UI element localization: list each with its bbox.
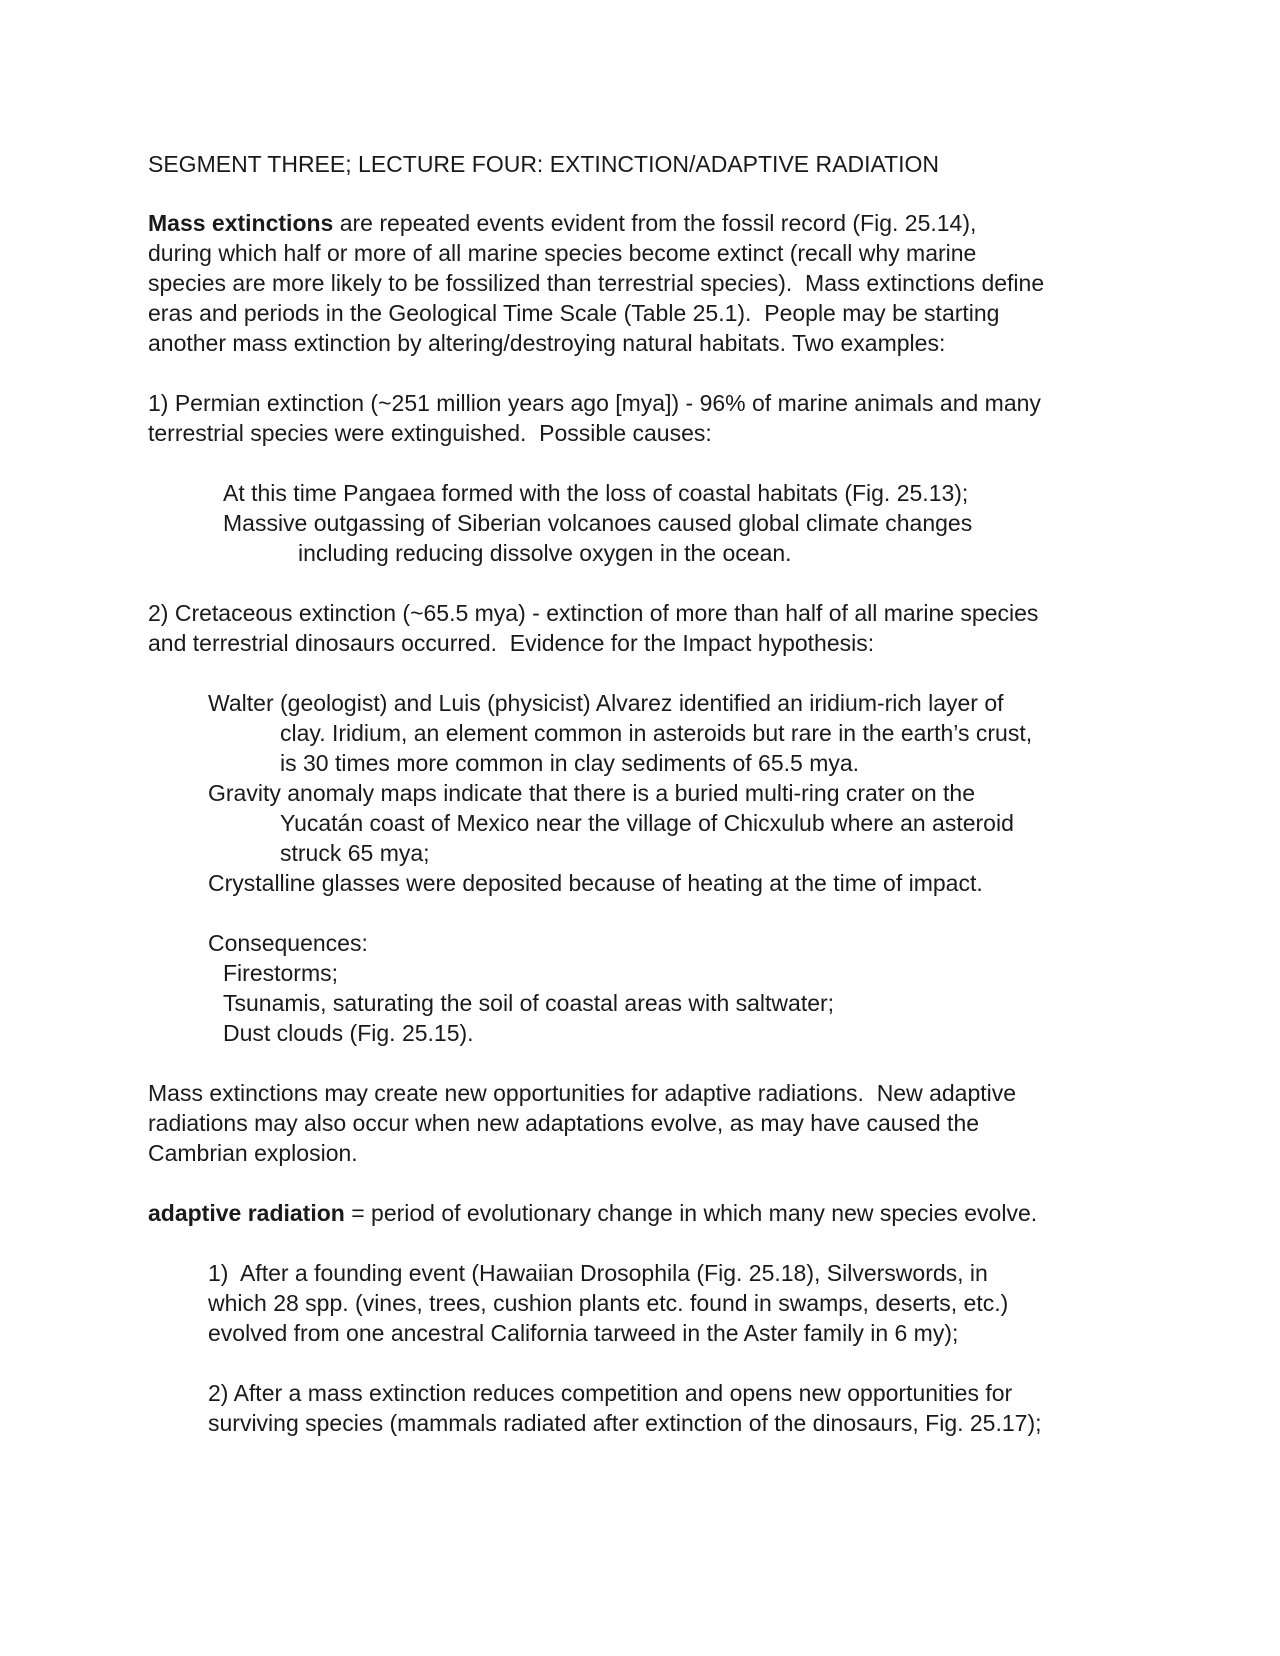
adaptive-item-2-line-1: 2) After a mass extinction reduces competition and opens new opportunities for <box>208 1380 1013 1406</box>
mass-extinctions-line-3: species are more likely to be fossilized than terrestrial species). Mass extinctions define <box>148 270 1045 296</box>
consequence-1: Firestorms; <box>223 960 338 986</box>
mass-extinctions-line-1-text: are repeated events evident from the fossil record (Fig. 25.14), <box>333 210 977 236</box>
adaptive-item-1-line-3: evolved from one ancestral California tarweed in the Aster family in 6 my); <box>208 1320 959 1346</box>
consequences-heading: Consequences: <box>208 930 368 956</box>
cretaceous-line-1: 2) Cretaceous extinction (~65.5 mya) - extinction of more than half of all marine species <box>148 600 1039 626</box>
permian-line-1: 1) Permian extinction (~251 million years ago [mya]) - 96% of marine animals and many <box>148 390 1041 416</box>
adaptive-item-2-line-2: surviving species (mammals radiated after extinction of the dinosaurs, Fig. 25.17); <box>208 1410 1042 1436</box>
evidence-2-line-2: Yucatán coast of Mexico near the village of Chicxulub where an asteroid <box>280 810 1014 836</box>
mass-extinctions-term: Mass extinctions <box>148 210 334 236</box>
adaptive-radiation-definition-text: = period of evolutionary change in which many new species evolve. <box>344 1200 1038 1226</box>
permian-cause-2-line-1: Massive outgassing of Siberian volcanoes caused global climate changes <box>223 510 973 536</box>
mass-extinctions-line-5: another mass extinction by altering/destroying natural habitats. Two examples: <box>148 330 946 356</box>
adaptive-radiation-term: adaptive radiation <box>148 1200 345 1226</box>
consequence-2: Tsunamis, saturating the soil of coastal areas with saltwater; <box>223 990 835 1016</box>
permian-cause-1: At this time Pangaea formed with the loss of coastal habitats (Fig. 25.13); <box>223 480 969 506</box>
mass-extinctions-line-1 <box>148 208 976 238</box>
evidence-3: Crystalline glasses were deposited because of heating at the time of impact. <box>208 870 983 896</box>
permian-line-2: terrestrial species were extinguished. Possible causes: <box>148 420 712 446</box>
permian-cause-2-line-2: including reducing dissolve oxygen in the ocean. <box>298 540 792 566</box>
adaptive-item-1-line-2: which 28 spp. (vines, trees, cushion plants etc. found in swamps, deserts, etc.) <box>208 1290 1009 1316</box>
consequence-3: Dust clouds (Fig. 25.15). <box>223 1020 474 1046</box>
mass-extinctions-line-2: during which half or more of all marine species become extinct (recall why marine <box>148 240 977 266</box>
opportunities-line-2: radiations may also occur when new adaptations evolve, as may have caused the <box>148 1110 980 1136</box>
adaptive-radiation-definition <box>148 1198 1037 1228</box>
evidence-2-line-3: struck 65 mya; <box>280 840 430 866</box>
cretaceous-line-2: and terrestrial dinosaurs occurred. Evidence for the Impact hypothesis: <box>148 630 875 656</box>
opportunities-line-1: Mass extinctions may create new opportunities for adaptive radiations. New adaptive <box>148 1080 1017 1106</box>
page-title: SEGMENT THREE; LECTURE FOUR: EXTINCTION/ADAPTIVE RADIATION <box>148 151 940 177</box>
adaptive-item-1-line-1: 1) After a founding event (Hawaiian Drosophila (Fig. 25.18), Silverswords, in <box>208 1260 988 1286</box>
evidence-1-line-1: Walter (geologist) and Luis (physicist) Alvarez identified an iridium-rich layer of <box>208 690 1004 716</box>
evidence-1-line-2: clay. Iridium, an element common in asteroids but rare in the earth’s crust, <box>280 720 1033 746</box>
evidence-1-line-3: is 30 times more common in clay sediments of 65.5 mya. <box>280 750 860 776</box>
opportunities-line-3: Cambrian explosion. <box>148 1140 358 1166</box>
evidence-2-line-1: Gravity anomaly maps indicate that there is a buried multi-ring crater on the <box>208 780 976 806</box>
mass-extinctions-line-4: eras and periods in the Geological Time Scale (Table 25.1). People may be starting <box>148 300 1000 326</box>
